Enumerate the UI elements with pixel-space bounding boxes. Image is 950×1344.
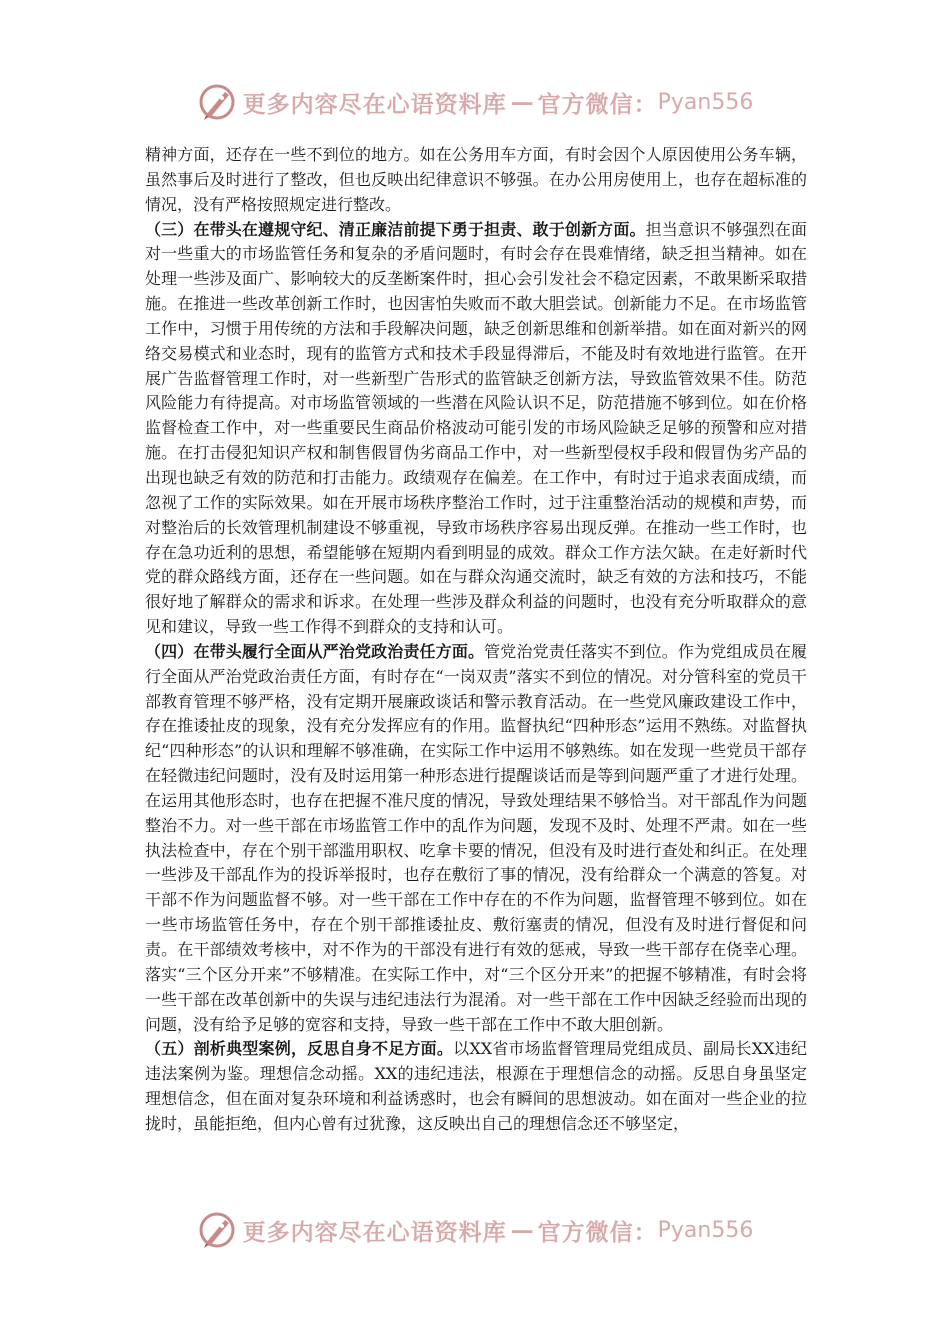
section-3-paragraph: [145, 218, 807, 640]
section-3-heading: （三）在带头在遵规守纪、清正廉洁前提下勇于担责、敢于创新方面。: [145, 219, 646, 239]
section-4-paragraph: [145, 640, 807, 1038]
banner-wechat-id: Pyan556: [657, 89, 754, 115]
section-5-heading: （五）剖析典型案例，反思自身不足方面。: [145, 1039, 454, 1059]
header-watermark-banner: [0, 80, 950, 124]
section-4-heading: （四）在带头履行全面从严治党政治责任方面。: [145, 641, 485, 661]
intro-paragraph: 精神方面，还存在一些不到位的地方。如在公务用车方面，有时会因个人原因使用公务车辆，虽然事后及时进行了整改，但也反映出纪律意识不够强。在办公用房使用上，也存在超标准的情况，没有严格按照规定进行整改。: [145, 145, 807, 214]
banner-official-label: 官方微信：: [537, 1218, 658, 1246]
footer-watermark-banner: [0, 1208, 950, 1252]
banner-official-label: 官方微信：: [537, 90, 658, 118]
section-5-text: 以XX省市场监督管理局党组成员、副局长XX违纪违法案例为鉴。理想信念动摇。XX的违纪违法，根源在于理想信念的动摇。反思自身虽坚定理想信念，但在面对复杂环境和利益诱惑时，也会有瞬间的思想波动。如在面对一些企业的拉拢时，虽能拒绝，但内心曾有过犹豫，这反映出自己的理想信念还不够坚定，: [145, 1039, 807, 1133]
banner-title: 更多内容尽在心语资料库: [242, 90, 507, 118]
pen-logo-icon: [197, 82, 237, 122]
section-5-paragraph: [145, 1037, 807, 1136]
section-4-text: 管党治党责任落实不到位。作为党组成员在履行全面从严治党政治责任方面，有时存在“一岗双责”落实不到位的情况。对分管科室的党员干部教育管理不够严格，没有定期开展廉政谈话和警示教育活动。在一些党风廉政建设工作中，存在推诿扯皮的现象，没有充分发挥应有的作用。监督执纪“四种形态”运用不熟练。对监督执纪“四种形态”的认识和理解不够准确，在实际工作中运用不够熟练。如在发现一些党员干部存在轻微违纪问题时，没有及时运用第一种形态进行提醒谈话而是等到问题严重了才进行处理。在运用其他形态时，也存在把握不准尺度的情况，导致处理结果不够恰当。对干部乱作为问题整治不力。对一些干部在市场监管工作中的乱作为问题，发现不及时、处理不严肃。如在一些执法检查中，存在个别干部滥用职权、吃拿卡要的情况，但没有及时进行查处和纠正。在处理一些涉及干部乱作为的投诉举报时，也存在敷衍了事的情况，没有给群众一个满意的答复。对干部不作为问题监督不够。对一些干部在工作中存在的不作为问题，监督管理不够到位。如在一些市场监管任务中，存在个别干部推诿扯皮、敷衍塞责的情况，但没有及时进行督促和问责。在干部绩效考核中，对不作为的干部没有进行有效的惩戒，导致一些干部存在侥幸心理。落实“三个区分开来”不够精准。在实际工作中，对“三个区分开来”的把握不够精准，有时会将一些干部在改革创新中的失误与违纪违法行为混淆。对一些干部在工作中因缺乏经验而出现的问题，没有给予足够的宽容和支持，导致一些干部在工作中不敢大胆创新。: [145, 641, 807, 1034]
pen-logo-icon: [197, 1210, 237, 1250]
banner-separator: —: [510, 88, 534, 116]
banner-separator: —: [510, 1216, 534, 1244]
banner-wechat-id: Pyan556: [657, 1217, 754, 1243]
document-body: [145, 143, 807, 1137]
section-3-text: 担当意识不够强烈在面对一些重大的市场监管任务和复杂的矛盾问题时，有时会存在畏难情绪，缺乏担当精神。如在处理一些涉及面广、影响较大的反垄断案件时，担心会引发社会不稳定因素，不敢果断采取措施。在推进一些改革创新工作时，也因害怕失败而不敢大胆尝试。创新能力不足。在市场监管工作中，习惯于用传统的方法和手段解决问题，缺乏创新思维和创新举措。如在面对新兴的网络交易模式和业态时，现有的监管方式和技术手段显得滞后，不能及时有效地进行监管。在开展广告监督管理工作时，对一些新型广告形式的监管缺乏创新方法，导致监管效果不佳。防范风险能力有待提高。对市场监管领域的一些潜在风险认识不足，防范措施不够到位。如在价格监督检查工作中，对一些重要民生商品价格波动可能引发的市场风险缺乏足够的预警和应对措施。在打击侵犯知识产权和制售假冒伪劣商品工作中，对一些新型侵权手段和假冒伪劣产品的出现也缺乏有效的防范和打击能力。政绩观存在偏差。在工作中，有时过于追求表面成绩，而忽视了工作的实际效果。如在开展市场秩序整治工作时，过于注重整治活动的规模和声势，而对整治后的长效管理机制建设不够重视，导致市场秩序容易出现反弹。在推动一些工作时，也存在急功近利的思想，希望能够在短期内看到明显的成效。群众工作方法欠缺。在走好新时代党的群众路线方面，还存在一些问题。如在与群众沟通交流时，缺乏有效的方法和技巧，不能很好地了解群众的需求和诉求。在处理一些涉及群众利益的问题时，也没有充分听取群众的意见和建议，导致一些工作得不到群众的支持和认可。: [145, 219, 807, 637]
banner-title: 更多内容尽在心语资料库: [242, 1218, 507, 1246]
